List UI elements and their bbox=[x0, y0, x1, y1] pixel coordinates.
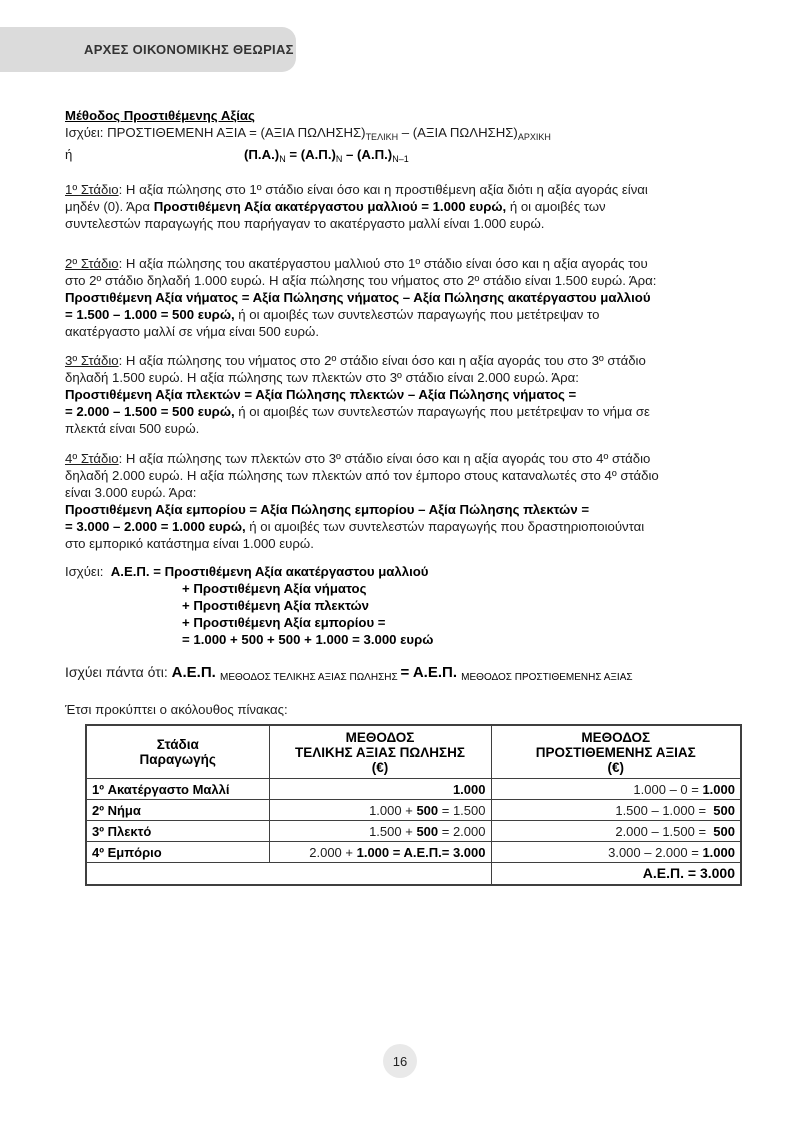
methods-equality-line: Ισχύει πάντα ότι: Α.Ε.Π. $_{ME\Theta O\Delta O\Sigma TE\Lambda IKH\Sigma A\Xi IA\Sigma \Pi\Omega\Lambda H\Sigma H\Sigma}$ = Α.Ε.Π. $_{ME\Theta O\Delta O\Sigma \Pi PO\Sigma TI\Theta EMENH\Sigma A\Xi IA\Sigma}$ bbox=[65, 664, 633, 683]
course-title: ΑΡΧΕΣ ΟΙΚΟΝΟΜΙΚΗΣ ΘΕΩΡΙΑΣ bbox=[84, 42, 294, 57]
document-body bbox=[65, 107, 745, 886]
cell-final-sale-value: 1.500 + 500 = 2.000 bbox=[269, 821, 491, 842]
text-line: είναι 3.000 ευρώ. Άρα: bbox=[65, 485, 197, 500]
text-line: μηδέν (0). Άρα Προστιθέμενη Αξία ακατέργαστου μαλλιού = 1.000 ευρώ, ή οι αμοιβές των bbox=[65, 199, 606, 214]
text-line: = 2.000 – 1.500 = 500 ευρώ, ή οι αμοιβές των συντελεστών παραγωγής που μετέτρεψαν το νήμα σε bbox=[65, 404, 650, 419]
text-line: συντελεστών παραγωγής που παρήγαγαν το ακατέργαστο μαλλί είναι 1.000 ευρώ. bbox=[65, 216, 545, 231]
table-header bbox=[86, 725, 741, 779]
footer-empty-cell bbox=[86, 863, 491, 886]
text-line: = 3.000 – 2.000 = 1.000 ευρώ, ή οι αμοιβές των συντελεστών παραγωγής που δραστηριοποιούνται bbox=[65, 519, 645, 534]
cell-final-sale-value: 2.000 + 1.000 = Α.Ε.Π.= 3.000 bbox=[269, 842, 491, 863]
stage-paragraphs bbox=[65, 181, 745, 552]
text-line: = 1.500 – 1.000 = 500 ευρώ, ή οι αμοιβές των συντελεστών παραγωγής που μετέτρεψαν το bbox=[65, 307, 600, 322]
text-line: δηλαδή 1.500 ευρώ. Η αξία πώλησης των πλεκτών στο 3º στάδιο είναι 2.000 ευρώ. Άρα: bbox=[65, 370, 579, 385]
footer-gdp-total: Α.Ε.Π. = 3.000 bbox=[491, 863, 741, 886]
text-line: Προστιθέμενη Αξία πλεκτών = Αξία Πώλησης πλεκτών – Αξία Πώλησης νήματος = bbox=[65, 387, 577, 402]
gdp-sum-line: + Προστιθέμενη Αξία νήματος bbox=[182, 581, 367, 596]
table-row-1 bbox=[86, 779, 741, 800]
stage-paragraph-2 bbox=[65, 255, 745, 340]
gdp-sum-line: + Προστιθέμενη Αξία εμπορίου = bbox=[182, 615, 386, 630]
gdp-sum-line: + Προστιθέμενη Αξία πλεκτών bbox=[182, 598, 370, 613]
cell-final-sale-value: 1.000 + 500 = 1.500 bbox=[269, 800, 491, 821]
text-line: 3º Στάδιο: Η αξία πώλησης του νήματος στο 2º στάδιο είναι όσο και η αξία αγοράς του στο 3º στάδιο bbox=[65, 353, 646, 368]
text-line: 2º Στάδιο: Η αξία πώλησης του ακατέργαστου μαλλιού στο 1º στάδιο είναι όσο και η αξία αγοράς του bbox=[65, 256, 648, 271]
text-line: 4º Στάδιο: Η αξία πώλησης των πλεκτών στο 3º στάδιο είναι όσο και η αξία αγοράς του στο 4º στάδιο bbox=[65, 451, 651, 466]
text-line: ακατέργαστο μαλλί σε νήμα είναι 500 ευρώ. bbox=[65, 324, 319, 339]
formula-shorthand: $(\Pi.A.)_N = (A.\Pi.)_N - (A.\Pi.)_{N-1}$ bbox=[244, 147, 409, 164]
cell-stage: 2º Νήμα bbox=[86, 800, 269, 821]
table-row-2 bbox=[86, 800, 741, 821]
cell-final-sale-value: 1.000 bbox=[269, 779, 491, 800]
cell-value-added: 2.000 – 1.500 = 500 bbox=[491, 821, 741, 842]
gdp-sum-line: Ισχύει: Α.Ε.Π. = Προστιθέμενη Αξία ακατέργαστου μαλλιού bbox=[65, 564, 429, 579]
formula-shorthand-line bbox=[65, 146, 745, 168]
stage-paragraph-1 bbox=[65, 181, 745, 232]
text-line: 1º Στάδιο: Η αξία πώλησης στο 1º στάδιο είναι όσο και η προστιθέμενη αξία διότι η αξία αγοράς είναι bbox=[65, 182, 648, 197]
page-number: 16 bbox=[392, 1053, 408, 1069]
cell-value-added: 3.000 – 2.000 = 1.000 bbox=[491, 842, 741, 863]
text-line: στο 2º στάδιο δηλαδή 1.000 ευρώ. Η αξία πώλησης του νήματος στο 2º στάδιο είναι 1.500 ευρώ. Άρα: bbox=[65, 273, 657, 288]
gdp-sum-line: = 1.000 + 500 + 500 + 1.000 = 3.000 ευρώ bbox=[182, 632, 434, 647]
value-added-formula: Ισχύει: ΠΡΟΣΤΙΘΕΜΕΝΗ ΑΞΙΑ = (ΑΞΙΑ $\Pi\Omega\Lambda H\Sigma H\Sigma)_{TE\Lambda IKH} - (A\Xi IA$ $\Pi\Omega\Lambda H\Sigma H\Sigma)_{APXIKH}$ bbox=[65, 125, 551, 142]
column-header-1: Στάδια Παραγωγής bbox=[86, 725, 269, 779]
column-header-3: ΜΕΘΟΔΟΣ ΠΡΟΣΤΙΘΕΜΕΝΗΣ ΑΞΙΑΣ (€) bbox=[491, 725, 741, 779]
text-line: Προστιθέμενη Αξία εμπορίου = Αξία Πώλησης εμπορίου – Αξία Πώλησης πλεκτών = bbox=[65, 502, 590, 517]
text-line: δηλαδή 2.000 ευρώ. Η αξία πώλησης των πλεκτών από τον έμπορο στους καταναλωτές στο 4º στάδιο bbox=[65, 468, 659, 483]
value-added-table bbox=[85, 724, 742, 886]
cell-stage: 1º Ακατέργαστο Μαλλί bbox=[86, 779, 269, 800]
column-header-2: ΜΕΘΟΔΟΣ ΤΕΛΙΚΗΣ ΑΞΙΑΣ ΠΩΛΗΣΗΣ (€) bbox=[269, 725, 491, 779]
table-footer-row bbox=[86, 863, 741, 886]
table-header-row bbox=[86, 725, 741, 779]
stage-paragraph-3 bbox=[65, 352, 745, 437]
page-number-badge bbox=[383, 1044, 417, 1078]
table-row-3 bbox=[86, 821, 741, 842]
text-line: Προστιθέμενη Αξία νήματος = Αξία Πώλησης νήματος – Αξία Πώλησης ακατέργαστου μαλλιού bbox=[65, 290, 651, 305]
table-row-4 bbox=[86, 842, 741, 863]
cell-value-added: 1.000 – 0 = 1.000 bbox=[491, 779, 741, 800]
course-header-box bbox=[0, 27, 296, 72]
stage-paragraph-4 bbox=[65, 450, 745, 552]
text-line: πλεκτά είναι 500 ευρώ. bbox=[65, 421, 200, 436]
cell-stage: 3º Πλεκτό bbox=[86, 821, 269, 842]
cell-value-added: 1.500 – 1.000 = 500 bbox=[491, 800, 741, 821]
gdp-sum-block bbox=[65, 563, 745, 648]
table-intro: Έτσι προκύπτει ο ακόλουθος πίνακας: bbox=[65, 702, 288, 717]
text-line: στο εμπορικό κατάστημα είναι 1.000 ευρώ. bbox=[65, 536, 314, 551]
formula-or-prefix: ή bbox=[65, 147, 73, 162]
section-title: Μέθοδος Προστιθέμενης Αξίας bbox=[65, 108, 255, 123]
cell-stage: 4º Εμπόριο bbox=[86, 842, 269, 863]
